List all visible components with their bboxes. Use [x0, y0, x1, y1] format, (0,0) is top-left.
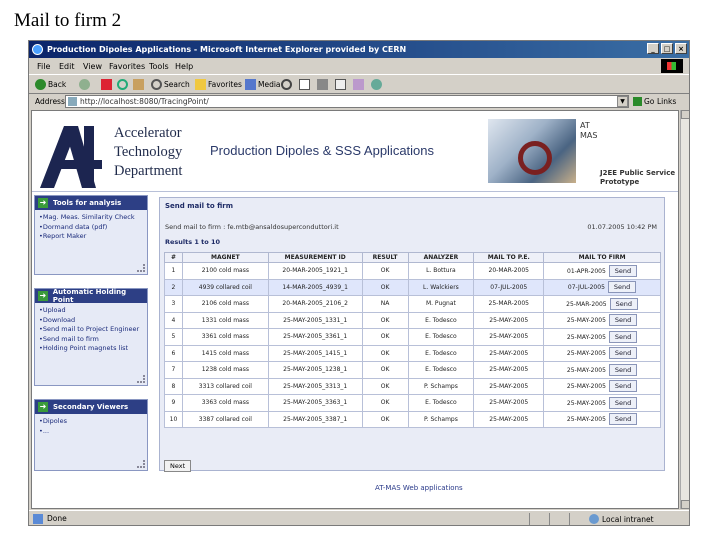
measurement-id-cell: 25-MAY-2005_3361_1 — [268, 329, 362, 346]
at-label-line-2: MAS — [580, 131, 598, 140]
result-cell: OK — [362, 378, 408, 395]
intranet-icon — [589, 514, 599, 524]
sidebar-item-similarity-check[interactable]: • Mag. Meas. Similarity Check — [39, 213, 143, 223]
menu-bar — [29, 58, 689, 74]
result-cell: OK — [362, 279, 408, 296]
magnet-cell: 3361 cold mass — [182, 329, 268, 346]
search-label: Search — [164, 80, 190, 89]
panel-title: Tools for analysis — [53, 199, 122, 207]
magnet-cell: 4939 collared coil — [182, 279, 268, 296]
analyzer-cell: E. Todesco — [408, 362, 474, 379]
prototype-line-2: Prototype — [600, 178, 640, 186]
result-cell: OK — [362, 395, 408, 412]
table-row — [165, 362, 661, 379]
sidebar-item-upload[interactable]: • Upload — [39, 306, 143, 316]
row-number: 5 — [165, 329, 183, 346]
measurement-id-cell: 25-MAY-2005_1331_1 — [268, 312, 362, 329]
magnet-cell: 2106 cold mass — [182, 296, 268, 313]
mail-firm-cell — [544, 279, 661, 296]
address-label: Address — [35, 97, 65, 106]
send-button[interactable]: Send — [609, 331, 637, 343]
panel-tools-for-analysis — [34, 195, 148, 275]
header-divider — [32, 191, 678, 192]
measurement-id-cell: 20-MAR-2005_2106_2 — [268, 296, 362, 313]
mail-pe-cell: 25-MAY-2005 — [474, 329, 544, 346]
table-row — [165, 296, 661, 313]
table-row — [165, 329, 661, 346]
home-button[interactable] — [133, 79, 144, 90]
send-button[interactable]: Send — [609, 364, 637, 376]
panel-title: Automatic Holding Point — [52, 288, 127, 304]
mail-pe-cell: 25-MAY-2005 — [474, 312, 544, 329]
row-number: 10 — [165, 411, 183, 428]
send-button[interactable]: Send — [609, 397, 637, 409]
send-mail-panel — [159, 197, 665, 471]
mail-firm-cell — [544, 411, 661, 428]
prototype-label — [600, 169, 675, 187]
mail-firm-date: 01-APR-2005 — [567, 267, 606, 275]
favorites-label: Favorites — [208, 80, 242, 89]
send-button[interactable]: Send — [609, 347, 637, 359]
prototype-line-1: J2EE Public Service — [600, 169, 676, 177]
result-cell: OK — [362, 345, 408, 362]
table-row — [165, 378, 661, 395]
sidebar-item-holding-point-list[interactable]: • Holding Point magnets list — [39, 344, 143, 354]
toolbar — [29, 74, 689, 94]
favorites-icon — [195, 79, 206, 90]
page-viewport — [31, 110, 679, 509]
go-button[interactable] — [633, 97, 654, 106]
menu-help[interactable]: Help — [175, 62, 194, 71]
resize-grip-icon[interactable] — [137, 375, 145, 383]
result-cell: OK — [362, 263, 408, 280]
row-number: 2 — [165, 279, 183, 296]
mail-firm-date: 25-MAY-2005 — [566, 416, 606, 424]
status-separator — [529, 513, 530, 525]
table-row — [165, 263, 661, 280]
sidebar-item-send-mail-firm[interactable]: • Send mail to firm — [39, 335, 143, 345]
security-zone — [589, 514, 654, 524]
table-row — [165, 411, 661, 428]
mail-firm-cell — [544, 395, 661, 412]
column-header: MAIL TO FIRM — [544, 253, 661, 263]
mail-pe-cell: 25-MAY-2005 — [474, 411, 544, 428]
home-icon — [133, 79, 144, 90]
panel-header[interactable] — [35, 196, 147, 210]
vertical-scrollbar[interactable] — [680, 110, 690, 509]
title-bar — [29, 41, 689, 58]
measurement-id-cell: 14-MAR-2005_4939_1 — [268, 279, 362, 296]
edit-icon — [335, 79, 346, 90]
mail-firm-cell — [544, 378, 661, 395]
mail-pe-cell: 25-MAY-2005 — [474, 395, 544, 412]
history-button[interactable] — [281, 79, 292, 90]
mail-firm-cell — [544, 329, 661, 346]
analyzer-cell: E. Todesco — [408, 345, 474, 362]
print-button[interactable] — [317, 79, 328, 90]
magnet-cell: 2100 cold mass — [182, 263, 268, 280]
slide-title: Mail to firm 2 — [14, 10, 122, 31]
back-arrow-icon — [35, 79, 46, 90]
window-title: Production Dipoles Applications - Microsoft Internet Explorer provided by CERN — [47, 45, 407, 54]
analyzer-cell: L. Walckiers — [408, 279, 474, 296]
magnet-photo — [488, 119, 576, 183]
mail-firm-date: 25-MAY-2005 — [566, 366, 606, 374]
next-button[interactable]: Next — [164, 460, 191, 472]
row-number: 4 — [165, 312, 183, 329]
page-icon — [68, 97, 77, 106]
menu-tools[interactable]: Tools — [149, 62, 169, 71]
minimize-button[interactable]: _ — [647, 43, 659, 54]
search-icon — [151, 79, 162, 90]
mail-firm-cell — [544, 345, 661, 362]
results-table — [164, 252, 661, 428]
dept-line-1: Accelerator — [114, 125, 182, 141]
mail-firm-date: 25-MAY-2005 — [566, 383, 606, 391]
refresh-icon — [117, 79, 128, 90]
mail-firm-date: 25-MAY-2005 — [566, 317, 606, 325]
table-row — [165, 279, 661, 296]
resize-grip-icon[interactable] — [137, 264, 145, 272]
stop-icon — [101, 79, 112, 90]
windows-logo-icon — [661, 59, 683, 73]
send-button[interactable]: Send — [609, 413, 637, 425]
send-button[interactable]: Send — [609, 314, 637, 326]
messenger-button[interactable] — [371, 79, 382, 90]
links-button[interactable]: Links — [657, 97, 677, 106]
arrow-right-icon: ➜ — [39, 291, 47, 300]
analyzer-cell: E. Todesco — [408, 329, 474, 346]
result-cell: OK — [362, 312, 408, 329]
mail-pe-cell: 20-MAR-2005 — [474, 263, 544, 280]
arrow-right-icon: ➜ — [39, 198, 47, 207]
ie-icon — [32, 44, 43, 55]
analyzer-cell: P. Schamps — [408, 411, 474, 428]
measurement-id-cell: 20-MAR-2005_1921_1 — [268, 263, 362, 280]
favorites-button[interactable] — [195, 79, 242, 90]
panel-automatic-holding-point — [34, 288, 148, 386]
mail-firm-cell — [544, 362, 661, 379]
result-cell: NA — [362, 296, 408, 313]
dept-line-2: Technology — [114, 144, 183, 160]
mail-firm-cell — [544, 263, 661, 280]
measurement-id-cell: 25-MAY-2005_1238_1 — [268, 362, 362, 379]
scroll-down-icon[interactable] — [681, 500, 690, 509]
footer-link[interactable]: AT-MAS Web applications — [375, 484, 463, 492]
magnet-cell: 1331 cold mass — [182, 312, 268, 329]
result-cell: OK — [362, 329, 408, 346]
row-number: 7 — [165, 362, 183, 379]
stop-button[interactable] — [101, 79, 112, 90]
discuss-button[interactable] — [353, 79, 364, 90]
sidebar-item-report-maker[interactable]: • Report Maker — [39, 232, 143, 242]
panel-heading: Send mail to firm — [165, 202, 234, 210]
menu-view[interactable]: View — [83, 62, 102, 71]
search-button[interactable] — [151, 79, 190, 90]
address-bar — [29, 94, 689, 110]
mail-firm-cell — [544, 312, 661, 329]
address-dropdown-button[interactable]: ▼ — [617, 96, 628, 107]
mail-button[interactable] — [299, 79, 310, 90]
close-button[interactable]: × — [675, 43, 687, 54]
measurement-id-cell: 25-MAY-2005_3387_1 — [268, 411, 362, 428]
panel-header[interactable] — [35, 400, 147, 414]
measurement-id-cell: 25-MAY-2005_3313_1 — [268, 378, 362, 395]
panel-secondary-viewers — [34, 399, 148, 471]
mail-pe-cell: 07-JUL-2005 — [474, 279, 544, 296]
go-arrow-icon — [633, 97, 642, 106]
measurement-id-cell: 25-MAY-2005_1415_1 — [268, 345, 362, 362]
application-title: Production Dipoles & SSS Applications — [210, 143, 435, 158]
column-header: RESULT — [362, 253, 408, 263]
column-header: MAIL TO P.E. — [474, 253, 544, 263]
address-value: http://localhost:8080/TracingPoint/ — [80, 97, 209, 106]
magnet-cell: 1238 cold mass — [182, 362, 268, 379]
status-text: Done — [47, 514, 67, 523]
row-number: 6 — [165, 345, 183, 362]
forward-arrow-icon — [79, 79, 90, 90]
panel-title: Secondary Viewers — [53, 403, 129, 411]
mail-firm-date: 25-MAY-2005 — [566, 399, 606, 407]
sidebar-item-download[interactable]: • Download — [39, 316, 143, 326]
result-cell: OK — [362, 362, 408, 379]
sidebar-item-send-mail-pe[interactable]: • Send mail to Project Engineer — [39, 325, 143, 335]
mail-firm-date: 25-MAY-2005 — [566, 333, 606, 341]
send-date: 01.07.2005 10:42 PM — [587, 223, 657, 231]
mail-pe-cell: 25-MAY-2005 — [474, 345, 544, 362]
back-button[interactable] — [35, 79, 66, 90]
row-number: 3 — [165, 296, 183, 313]
send-button[interactable]: Send — [609, 265, 637, 277]
mail-firm-cell — [544, 296, 661, 313]
zone-label: Local intranet — [602, 514, 654, 524]
page-status-icon — [33, 514, 43, 524]
mail-pe-cell: 25-MAY-2005 — [474, 378, 544, 395]
table-row — [165, 395, 661, 412]
results-label: Results 1 to 10 — [165, 238, 221, 246]
send-button[interactable]: Send — [609, 380, 637, 392]
dept-line-3: Department — [114, 163, 183, 179]
media-button[interactable] — [245, 79, 281, 90]
sidebar-item-more[interactable]: • ... — [39, 427, 143, 437]
scroll-up-icon[interactable] — [681, 110, 690, 119]
column-header: # — [165, 253, 183, 263]
browser-window — [28, 40, 690, 526]
status-separator — [569, 513, 570, 525]
send-button[interactable]: Send — [610, 298, 638, 310]
analyzer-cell: L. Bottura — [408, 263, 474, 280]
magnet-cell: 3363 cold mass — [182, 395, 268, 412]
column-header: MEASUREMENT ID — [268, 253, 362, 263]
analyzer-cell: M. Pugnat — [408, 296, 474, 313]
sidebar-item-dipoles[interactable]: • Dipoles — [39, 417, 143, 427]
menu-file[interactable]: File — [37, 62, 51, 71]
status-bar — [29, 510, 689, 526]
table-header-row — [165, 253, 661, 263]
magnet-cell: 1415 cold mass — [182, 345, 268, 362]
column-header: MAGNET — [182, 253, 268, 263]
row-number: 1 — [165, 263, 183, 280]
arrow-right-icon: ➜ — [39, 402, 47, 411]
go-label: Go — [644, 97, 655, 106]
table-row — [165, 345, 661, 362]
edit-button[interactable] — [335, 79, 346, 90]
media-label: Media — [258, 80, 281, 89]
column-header: ANALYZER — [408, 253, 474, 263]
at-department-logo — [40, 126, 105, 188]
mail-firm-date: 25-MAR-2005 — [566, 300, 607, 308]
media-icon — [245, 79, 256, 90]
send-button[interactable]: Send — [608, 281, 636, 293]
result-cell: OK — [362, 411, 408, 428]
refresh-button[interactable] — [117, 79, 128, 90]
row-number: 9 — [165, 395, 183, 412]
resize-grip-icon[interactable] — [137, 460, 145, 468]
table-row — [165, 312, 661, 329]
measurement-id-cell: 25-MAY-2005_3363_1 — [268, 395, 362, 412]
menu-favorites[interactable]: Favorites — [109, 62, 146, 71]
messenger-icon — [371, 79, 382, 90]
magnet-cell: 3313 collared coil — [182, 378, 268, 395]
menu-edit[interactable]: Edit — [59, 62, 75, 71]
analyzer-cell: E. Todesco — [408, 312, 474, 329]
mail-firm-date: 25-MAY-2005 — [566, 350, 606, 358]
print-icon — [317, 79, 328, 90]
sidebar-item-dormand-data[interactable]: • Dormand data (pdf) — [39, 223, 143, 233]
panel-header[interactable] — [35, 289, 147, 303]
discuss-icon — [353, 79, 364, 90]
analyzer-cell: E. Todesco — [408, 395, 474, 412]
magnet-cell: 3387 collared coil — [182, 411, 268, 428]
forward-button[interactable] — [79, 79, 90, 90]
address-input[interactable] — [65, 95, 629, 108]
status-separator — [549, 513, 550, 525]
mail-icon — [299, 79, 310, 90]
department-name — [114, 124, 182, 181]
at-label-line-1: AT — [580, 121, 590, 130]
at-mas-label — [580, 121, 597, 141]
history-icon — [281, 79, 292, 90]
analyzer-cell: P. Schamps — [408, 378, 474, 395]
maximize-button[interactable]: □ — [661, 43, 673, 54]
mail-pe-cell: 25-MAY-2005 — [474, 362, 544, 379]
mail-firm-date: 07-JUL-2005 — [567, 284, 605, 292]
row-number: 8 — [165, 378, 183, 395]
mail-pe-cell: 25-MAR-2005 — [474, 296, 544, 313]
back-label: Back — [48, 80, 67, 89]
send-info: Send mail to firm : fe.mtb@ansaldosuperconduttori.it — [165, 223, 339, 231]
